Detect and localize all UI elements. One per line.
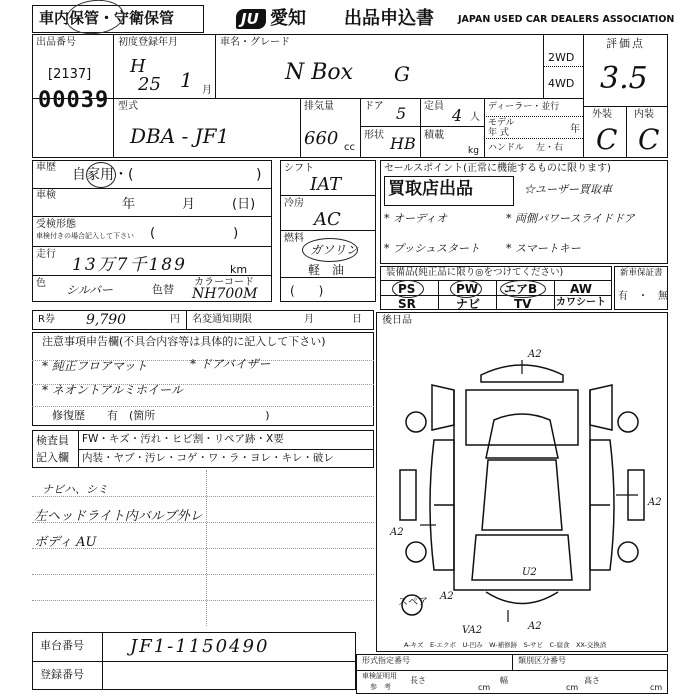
- doors-label: ドア: [364, 101, 384, 112]
- dealer-label: ディーラー・並行: [488, 102, 560, 112]
- mileage-value: 13万7千189: [72, 255, 187, 275]
- color-code-label: カラーコード: [194, 277, 254, 288]
- plate-label: 登録番号: [40, 668, 84, 681]
- registration-month-unit: 月: [202, 85, 212, 96]
- shape-value: HB: [390, 134, 416, 153]
- cert-height: 高さ: [584, 676, 600, 685]
- notes-label: 注意事項申告欄(不具合内容等は具体的に記入して下さい): [42, 335, 326, 348]
- damage-mark-rear: U2: [522, 567, 537, 578]
- sales-item-3: * プッシュスタート: [384, 242, 481, 255]
- handle-label: ハンドル: [488, 143, 525, 153]
- registration-year: 25: [138, 74, 161, 95]
- sales-item-1: * オーディオ: [384, 212, 448, 225]
- inspection-month: 月: [182, 197, 196, 212]
- color-tone-label: 色替: [152, 283, 174, 296]
- history-close: ): [256, 167, 262, 183]
- fuel-label: 燃料: [284, 233, 304, 244]
- mileage-unit: km: [230, 263, 248, 276]
- aftermarket-label: 後日品: [382, 315, 412, 326]
- inspector-row-2: 内装・ヤブ・汚レ・コゲ・ワ・ラ・ヨレ・キレ・破レ: [82, 452, 334, 464]
- cert-label: 車検証明用: [362, 672, 397, 680]
- equip-airbag: エアB: [504, 282, 538, 296]
- shift-value: IAT: [310, 174, 342, 195]
- transfer-label: 受検形態: [36, 219, 76, 230]
- equip-sr: SR: [398, 297, 416, 311]
- displacement-label: 排気量: [304, 101, 334, 112]
- damage-mark-top: A2: [528, 349, 542, 360]
- equipment-label: 装備品(純正品に限り◎をつけてください): [386, 267, 564, 278]
- sales-point-label: セールスポイント(正常に機能するものに限ります): [384, 163, 611, 174]
- fuel-alt: 軽 油: [308, 263, 345, 277]
- model-year-label2: 年 式: [488, 128, 509, 138]
- drive-4wd: 4WD: [548, 77, 575, 90]
- spare-mark: VA2: [462, 625, 483, 636]
- lot-label: 出品番号: [36, 37, 76, 48]
- form-title: 出品申込書: [344, 8, 434, 29]
- brand-logo: JU: [236, 9, 266, 29]
- cert-length: 長さ: [410, 676, 426, 685]
- sales-item-4: * スマートキー: [506, 242, 581, 255]
- fuel-circle: [302, 238, 358, 262]
- repair-history: 修復歴 有 (箇所 ): [52, 409, 270, 422]
- damage-legend: A-キズ E-エクボ U-凹み W-補修跡 S-サビ C-腐食 XX-交換済: [404, 641, 607, 649]
- lot-number: 00039: [38, 88, 110, 113]
- history-circle: [86, 162, 116, 188]
- model-label: 型式: [118, 101, 138, 112]
- mileage-label: 走行: [36, 249, 56, 260]
- inspection-day: (日): [232, 197, 256, 212]
- recycle-label: R券: [38, 314, 55, 325]
- circle-pw: [450, 280, 482, 298]
- equip-ps: PS: [398, 282, 416, 296]
- sales-item-2: * 両側パワースライドドア: [506, 212, 635, 225]
- color-label: 色: [36, 278, 46, 289]
- deadline-label: 名変通知期限: [192, 314, 252, 325]
- circle-airbag: [500, 280, 546, 298]
- deadline-month: 月: [304, 314, 314, 325]
- form-code-label-2: 類別区分番号: [518, 656, 566, 665]
- rating-label: 評価点: [606, 37, 645, 50]
- equip-aw: AW: [570, 282, 592, 296]
- brand-name: 愛知: [270, 8, 306, 29]
- registration-label: 初度登録年月: [118, 37, 178, 48]
- sales-badge: 買取店出品: [388, 179, 473, 199]
- damage-mark-left: A2: [390, 527, 404, 538]
- lot-code: [2137]: [48, 67, 92, 82]
- displacement-value: 660: [304, 128, 339, 149]
- cert-height-unit: cm: [650, 683, 663, 692]
- inspector-line-1: ナビハ、シミ: [42, 483, 108, 496]
- car-diagram: [376, 330, 668, 630]
- inspector-label-1: 検査員: [36, 434, 69, 447]
- spare-label: スペア: [398, 597, 428, 608]
- chassis-value: JF1-1150490: [130, 636, 270, 657]
- warranty-options: 有 ・ 無: [618, 291, 668, 302]
- transfer-note: 車検付きの場合記入して下さい: [36, 232, 134, 240]
- aircon-value: AC: [314, 209, 341, 230]
- interior-label: 内装: [634, 109, 654, 120]
- color-value: シルバー: [66, 283, 113, 297]
- association-name: JAPAN USED CAR DEALERS ASSOCIATION: [458, 14, 675, 25]
- notes-item-1: * 純正フロアマット: [42, 359, 148, 373]
- load-unit: kg: [468, 146, 479, 156]
- capacity-value: 4: [452, 106, 463, 125]
- equip-seat: カワシート: [556, 297, 606, 308]
- recycle-value: 9,790: [86, 312, 127, 328]
- inspector-row-1: FW・キズ・汚れ・ヒビ割・リペア跡・X要: [82, 433, 284, 445]
- cert-width-unit: cm: [566, 683, 579, 692]
- model-year-label: モデル: [488, 118, 515, 128]
- shift-label: シフト: [284, 163, 314, 174]
- car-grade-value: G: [394, 62, 410, 86]
- notes-item-2: * ドアバイザー: [190, 357, 271, 371]
- car-name-value: N Box: [285, 60, 354, 85]
- equip-navi: ナビ: [456, 297, 481, 311]
- sales-user: ☆ユーザー買取車: [524, 183, 612, 196]
- drive-2wd: 2WD: [548, 51, 575, 64]
- fuel-value: ガソリン: [310, 243, 359, 257]
- displacement-unit: cc: [344, 142, 355, 153]
- inspector-label-2: 記入欄: [36, 451, 69, 464]
- rating-score: 3.5: [600, 61, 648, 96]
- inspection-year: 年: [122, 197, 136, 212]
- transfer-paren: ( ): [150, 226, 239, 241]
- car-name-label: 車名・グレード: [220, 37, 290, 48]
- capacity-unit: 人: [470, 112, 480, 123]
- damage-mark-right: A2: [648, 497, 662, 508]
- cert-ref: 参 考: [370, 683, 391, 691]
- load-label: 積載: [424, 130, 444, 141]
- inspection-label: 車検: [36, 190, 56, 201]
- model-value: DBA - JF1: [130, 124, 230, 148]
- deadline-day: 日: [352, 314, 362, 325]
- history-label: 車歴: [36, 162, 56, 173]
- cert-width: 幅: [500, 676, 508, 685]
- form-code-label-1: 形式指定番号: [362, 656, 410, 665]
- fuel-paren: ( ): [290, 284, 324, 298]
- damage-mark-spare-area: A2: [440, 591, 454, 602]
- inspector-line-2: 左ヘッドライト内バルブ外レ: [34, 509, 203, 524]
- doors-value: 5: [396, 104, 407, 123]
- history-value: 自家用・(: [72, 167, 134, 183]
- inspector-line-3: ボディ AU: [34, 535, 97, 550]
- equip-tv: TV: [514, 297, 532, 311]
- cert-length-unit: cm: [478, 683, 491, 692]
- handle-options: 左・右: [536, 143, 564, 153]
- warranty-label: 新車保証書: [620, 268, 663, 278]
- recycle-unit: 円: [170, 314, 180, 325]
- capacity-label: 定員: [424, 101, 444, 112]
- circle-ps: [392, 280, 424, 298]
- registration-era: H: [130, 56, 146, 77]
- aircon-label: 冷房: [284, 198, 304, 209]
- registration-month: 1: [180, 68, 193, 92]
- shape-label: 形状: [364, 130, 384, 141]
- exterior-label: 外装: [592, 109, 612, 120]
- interior-grade: C: [638, 123, 660, 156]
- chassis-label: 車台番号: [40, 639, 84, 652]
- color-code-value: NH700M: [192, 286, 258, 302]
- notes-item-3: * ネオントアルミホイール: [42, 383, 183, 397]
- storage-label: 車内保管・守衛保管: [39, 9, 175, 27]
- exterior-grade: C: [596, 123, 618, 156]
- equip-pw: PW: [456, 282, 479, 296]
- model-year-unit: 年: [570, 124, 580, 135]
- damage-mark-bumper: A2: [528, 621, 542, 632]
